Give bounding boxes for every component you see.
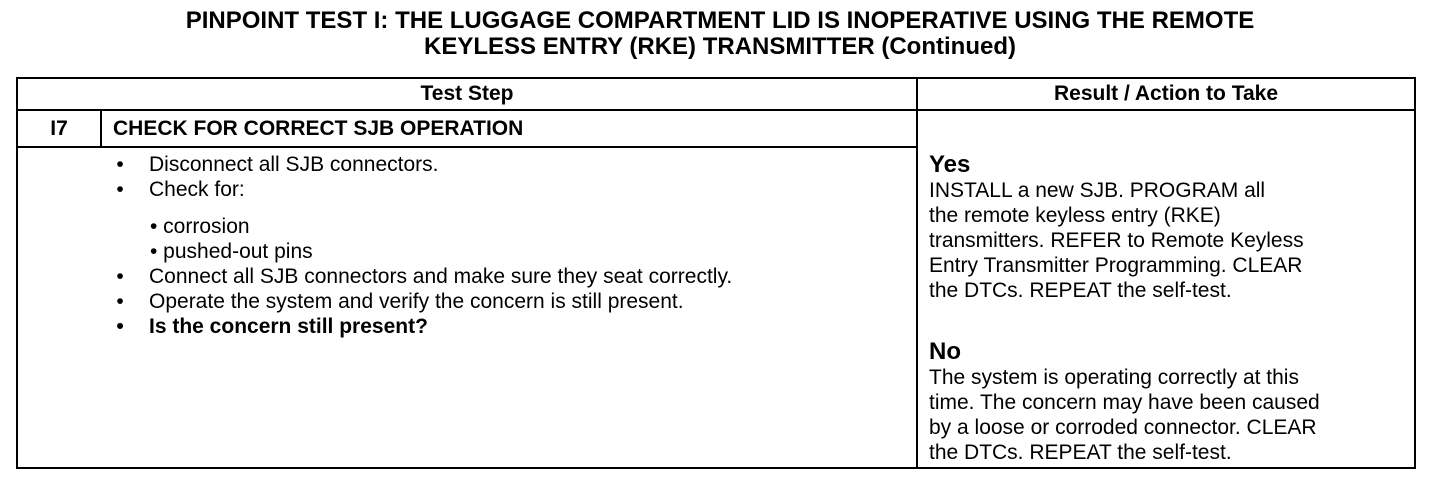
page-title — [0, 8, 1440, 60]
result-no-text: time. The concern may have been caused — [929, 391, 1320, 414]
list-item-text: Check for: — [149, 178, 245, 201]
header-result-action: Result / Action to Take — [1053, 82, 1279, 105]
bullet-icon: • — [116, 315, 124, 338]
step-title-divider — [16, 146, 918, 148]
bullet-icon: • — [116, 265, 124, 288]
page-title-line-2: KEYLESS ENTRY (RKE) TRANSMITTER (Continued) — [424, 33, 1016, 60]
result-yes-label: Yes — [929, 151, 971, 178]
result-no-text: The system is operating correctly at this — [929, 366, 1299, 389]
step-title: CHECK FOR CORRECT SJB OPERATION — [113, 117, 524, 140]
result-no-label: No — [929, 338, 961, 365]
result-yes-text: the remote keyless entry (RKE) — [929, 204, 1221, 227]
list-item-text: Operate the system and verify the concern is still present. — [149, 290, 684, 313]
result-no-text: by a loose or corroded connector. CLEAR — [929, 416, 1317, 439]
result-yes-text: transmitters. REFER to Remote Keyless — [929, 229, 1304, 252]
result-yes-text: INSTALL a new SJB. PROGRAM all — [929, 179, 1266, 202]
header-test-step: Test Step — [420, 82, 514, 105]
sub-list-item: • corrosion — [150, 215, 250, 238]
step-id: I7 — [50, 117, 68, 140]
question-text: Is the concern still present? — [149, 315, 428, 338]
bullet-icon: • — [116, 290, 124, 313]
step-id-divider — [100, 109, 102, 148]
bullet-icon: • — [116, 178, 124, 201]
header-divider — [16, 109, 1416, 111]
bullet-icon: • — [116, 153, 124, 176]
sub-list-item: • pushed-out pins — [150, 240, 313, 263]
result-yes-text: the DTCs. REPEAT the self-test. — [929, 279, 1232, 302]
column-divider — [916, 77, 918, 469]
result-no-text: the DTCs. REPEAT the self-test. — [929, 441, 1232, 464]
result-yes-text: Entry Transmitter Programming. CLEAR — [929, 254, 1303, 277]
page-title-line-1: PINPOINT TEST I: THE LUGGAGE COMPARTMENT LID IS INOPERATIVE USING THE REMOTE — [185, 7, 1255, 34]
list-item-text: Connect all SJB connectors and make sure they seat correctly. — [149, 265, 733, 288]
list-item-text: Disconnect all SJB connectors. — [149, 153, 439, 176]
